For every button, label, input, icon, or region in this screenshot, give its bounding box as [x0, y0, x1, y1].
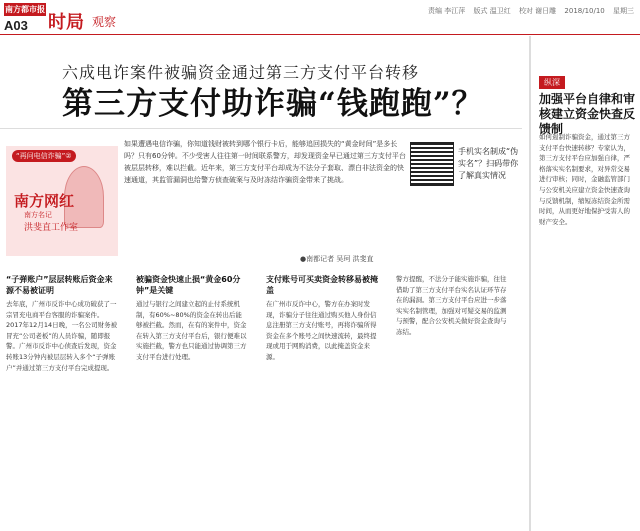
figure-sub2: 洪斐直工作室: [24, 223, 79, 233]
column-text: 通过与银行之间建立起的止付系统机制，有60%~80%的资金在转出后能够被拦截。然而，在有的案件中，资金在转入第三方支付平台后，银行便难以实施拦截，警方也只能通过协调第三方支付平台进行处理。: [136, 300, 247, 361]
article-column-1: [6, 270, 118, 373]
figure-sub: 南方名记: [24, 211, 52, 219]
figure-logo: 南方网红: [14, 192, 75, 210]
article-column-4: [396, 270, 508, 338]
column-subhead: 支付账号可买卖资金转移易被掩盖: [266, 275, 378, 295]
qr-caption: 手机实名制成“伪实名”？扫码带你了解真实情况: [458, 147, 519, 180]
section-title: 时局: [48, 12, 84, 33]
article-figure: [6, 146, 118, 256]
sidebar-body: 如何遏制诈骗资金，通过第三方支付平台快速转移？专家认为，第三方支付平台应加强自律，严格落实实名制要求，对异常交易进行审核；同时，金融监管部门与公安机关应建立资金快速查询与反馈机制，缩短冻结资金所需时间，从而更好地保护受害人的财产安全。: [539, 133, 630, 226]
credit-layout: 版式 温卫红: [473, 7, 511, 15]
column-text: 在广州市反诈中心，警方在办案时发现，诈骗分子往往通过购买他人身份信息注册第三方支付账号，再将诈骗所得资金在多个账号之间快速流转，最终提现或用于网购消费，以此掩盖资金来源。: [266, 300, 377, 361]
headline-rule: [0, 128, 522, 129]
article-kicker: 六成电诈案件被骗资金通过第三方支付平台转移: [62, 63, 420, 82]
article-column-2: [136, 270, 248, 363]
masthead: [0, 0, 640, 35]
column-subhead: 被骗资金快速止损“黄金60分钟”是关键: [136, 275, 241, 295]
credit-date: 2018/10/10: [564, 7, 605, 15]
section-subtitle: 观察: [92, 15, 117, 29]
article-byline: ●南都记者 吴珂 洪斐直: [300, 255, 374, 263]
credit-weekday: 星期三: [613, 7, 634, 15]
qr-code-icon[interactable]: [410, 142, 454, 186]
article-column-3: [266, 270, 378, 363]
credit-proofreader: 校对 谢日雕: [518, 7, 557, 15]
article-lead: 如果遭遇电信诈骗，你知道钱财被转到哪个银行卡后，能够追回损失的“黄金时间”是多长吗？只有60分钟。不少受害人往往第一时间联系警方，却发现资金早已通过第三方支付平台被层层转移，难以拦截。近年来，第三方支付平台却成为不法分子套取、漂白非法资金的快速通道，其监管漏洞也给警方侦查破案与及时冻结诈骗资金带来了挑战。: [124, 140, 406, 184]
column-subhead: “子弹账户”层层转账后资金来源不易被证明: [6, 275, 113, 295]
article-headline: 第三方支付助诈骗“钱跑跑”？: [62, 86, 484, 122]
page-number: A03: [4, 18, 28, 33]
series-tag: “再问电信诈骗”②: [12, 150, 76, 162]
sidebar: [530, 36, 639, 531]
column-text: 去年底，广州市反诈中心成功破获了一宗冒充电商平台客服的诈骗案件。2017年12月14日晚，一名公司财务被冒充“公司老板”的人员诈骗，随即报警。广州市反诈中心侦查后发现，资金转账13分钟内被层层转入多个“子弹账户”并通过第三方支付平台完成提现。: [6, 300, 118, 372]
column-text: 警方提醒，不法分子能实施诈骗，往往借助了第三方支付平台实名认证环节存在的漏洞。第三方支付平台应进一步落实实名制管理，加强对可疑交易的监测与预警，配合公安机关做好资金查询与冻结。: [396, 275, 507, 336]
credit-editor: 责编 李江萍: [428, 7, 466, 15]
newspaper-logo: 南方都市报: [5, 5, 45, 14]
credits: [422, 6, 634, 16]
sidebar-tag: 纵深: [539, 76, 565, 89]
sidebar-title: 加强平台自律和审核建立资金快查反馈制: [539, 92, 636, 136]
